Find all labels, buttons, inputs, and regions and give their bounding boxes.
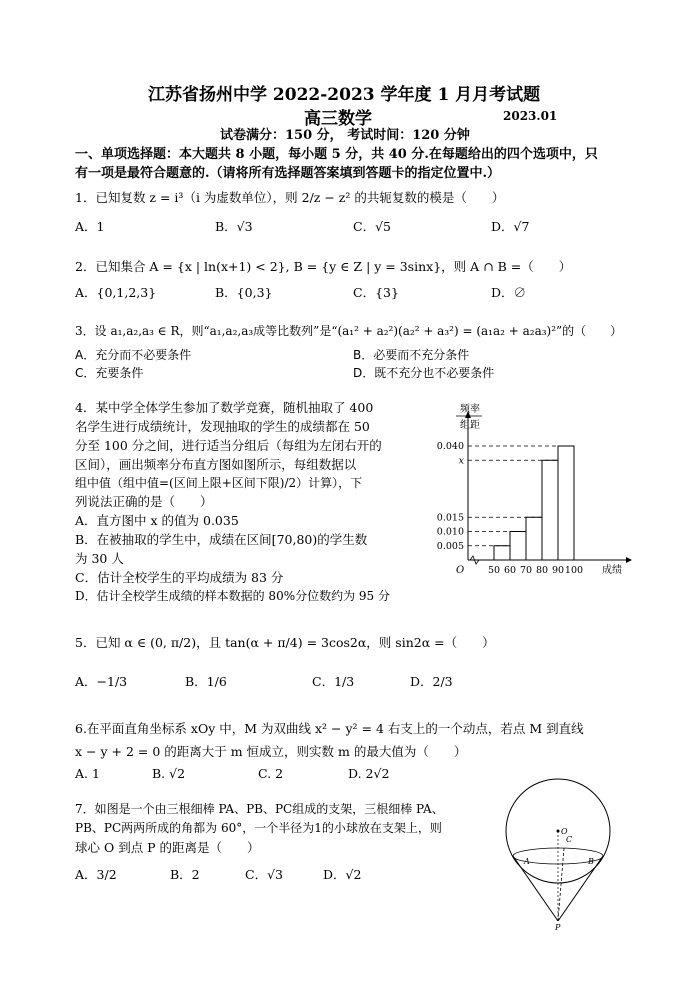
rod-pc <box>558 848 564 921</box>
section1-line2: 有一项是最符合题意的.（请将所有选择题答案填到答题卡的指定位置中.） <box>75 166 501 181</box>
q3-stem: 3．设 a₁,a₂,a₃ ∈ R，则“a₁,a₂,a₃成等比数列”是“(a₁² + a₂²)(a₂² + a₃²) = (a₁a₂ + a₂a₃)²”的（ ） <box>75 324 623 338</box>
origin-label: O <box>456 565 465 576</box>
q1-option-d: D．√7 <box>491 219 530 234</box>
q6-option-d: D. 2√2 <box>348 766 390 781</box>
q7-line3: 球心 O 到点 P 的距离是（ ） <box>75 840 260 855</box>
q6-line1: 6.在平面直角坐标系 xOy 中，M 为双曲线 x² − y² = 4 右支上的一个动点，若点 M 到直线 <box>75 721 584 736</box>
q2-option-d: D．∅ <box>491 285 527 300</box>
label-a: A <box>524 857 530 866</box>
y-label-top: 频率 <box>460 404 480 415</box>
x-tick-label: 90 <box>551 565 565 576</box>
q6-line2: x − y + 2 = 0 的距离大于 m 恒成立，则实数 m 的最大值为（ ） <box>75 744 467 759</box>
x-tick-label: 100 <box>564 565 584 576</box>
y-tick-label: 0.015 <box>436 512 464 524</box>
y-label-bottom: 组距 <box>460 420 480 431</box>
x-tick-label: 60 <box>503 565 517 576</box>
center-point <box>557 830 560 833</box>
x-axis-label: 成绩 <box>602 565 622 576</box>
q6-option-b: B. √2 <box>152 766 186 781</box>
histogram-bar <box>494 546 510 560</box>
label-b: B <box>588 857 594 866</box>
exam-date: 2023.01 <box>503 109 558 123</box>
q4-option-d: D．估计全校学生成绩的样本数据的 80%分位数约为 95 分 <box>75 589 391 603</box>
q4-line5: 组中值（组中值=(区间上限+区间下限)/2）计算），下 <box>75 476 363 490</box>
q5-option-b: B．1/6 <box>185 674 227 689</box>
x-tick-label: 50 <box>487 565 501 576</box>
q1-option-a: A．1 <box>75 219 105 234</box>
q3-option-a: A．充分而不必要条件 <box>75 348 192 362</box>
section1-line1: 一、单项选择题：本大题共 8 小题，每小题 5 分，共 40 分.在每题给出的四个选项中，只 <box>75 147 598 162</box>
q5-option-a: A．−1/3 <box>75 674 128 689</box>
q7-line2: PB、PC两两所成的角都为 60°，一个半径为1的小球放在支架上，则 <box>75 821 442 835</box>
q2-option-c: C．{3} <box>353 285 399 300</box>
y-tick-label: 0.040 <box>436 441 464 452</box>
q1-option-b: B．√3 <box>215 219 253 234</box>
q7-option-b: B．2 <box>170 867 200 882</box>
q3-option-c: C．充要条件 <box>75 366 144 380</box>
q5-option-d: D．2/3 <box>410 674 453 689</box>
histogram-bar <box>558 446 574 560</box>
q6-option-a: A. 1 <box>75 766 100 781</box>
q2-stem: 2．已知集合 A = {x | ln(x+1) < 2}, B = {y ∈ Z | y = 3sinx}，则 A ∩ B =（ ） <box>75 259 572 274</box>
y-tick-label: x <box>458 455 464 467</box>
q2-option-b: B．{0,3} <box>215 285 273 300</box>
q7-option-c: C．√3 <box>245 867 283 882</box>
q4-line1: 4．某中学全体学生参加了数学竞赛，随机抽取了 400 <box>75 400 374 415</box>
y-tick-label: 0.010 <box>436 526 464 538</box>
histogram-bar <box>542 460 558 560</box>
label-p: P <box>555 923 561 932</box>
q7-option-d: D．√2 <box>323 867 362 882</box>
q7-line1: 7．如图是一个由三根细棒 PA、PB、PC组成的支架，三根细棒 PA、 <box>75 802 444 816</box>
subject-title: 高三数学 <box>304 109 372 129</box>
q4-option-b-line2: 为 30 人 <box>75 551 124 566</box>
label-c: C <box>566 835 573 844</box>
q3-option-d: D．既不充分也不必要条件 <box>353 366 495 380</box>
q7-option-a: A．3/2 <box>75 867 117 882</box>
x-tick-label: 80 <box>535 565 549 576</box>
q5-stem: 5．已知 α ∈ (0, π/2)，且 tan(α + π/4) = 3cos2α，则 sin2α =（ ） <box>75 635 495 650</box>
rod-pa <box>513 856 558 921</box>
q5-option-c: C．1/3 <box>312 674 355 689</box>
rod-pb <box>558 856 603 921</box>
exam-info: 试卷满分：150 分， 考试时间：120 分钟 <box>220 128 470 143</box>
q4-line4: 区间），画出频率分布直方图如图所示，每组数据以 <box>75 457 357 472</box>
q2-option-a: A．{0,1,2,3} <box>75 285 157 300</box>
q1-stem: 1．已知复数 z = i³（i 为虚数单位），则 2/z − z² 的共轭复数的模是（ ） <box>75 190 505 205</box>
histogram-bar <box>510 532 526 561</box>
histogram-bar <box>526 517 542 560</box>
sphere-tripod-figure <box>500 776 620 936</box>
q4-line3: 分至 100 分之间，进行适当分组后（每组为左闭右开的 <box>75 438 382 453</box>
x-tick-label: 70 <box>519 565 533 576</box>
q4-line2: 名学生进行成绩统计，发现抽取的学生的成绩都在 50 <box>75 419 370 434</box>
q4-option-b-line1: B．在被抽取的学生中，成绩在区间[70,80)的学生数 <box>75 532 368 547</box>
q1-option-c: C．√5 <box>353 219 391 234</box>
q3-option-b: B．必要而不充分条件 <box>353 348 470 362</box>
q4-option-a: A．直方图中 x 的值为 0.035 <box>75 513 239 528</box>
q4-option-c: C．估计全校学生的平均成绩为 83 分 <box>75 570 284 585</box>
frequency-histogram <box>420 396 660 586</box>
exam-title: 江苏省扬州中学 2022-2023 学年度 1 月月考试题 <box>148 85 541 105</box>
x-axis-arrow <box>626 557 632 563</box>
q6-option-c: C. 2 <box>258 766 284 781</box>
q4-line6: 列说法正确的是（ ） <box>75 494 213 509</box>
label-o: O <box>561 827 568 836</box>
y-tick-label: 0.005 <box>436 540 464 552</box>
